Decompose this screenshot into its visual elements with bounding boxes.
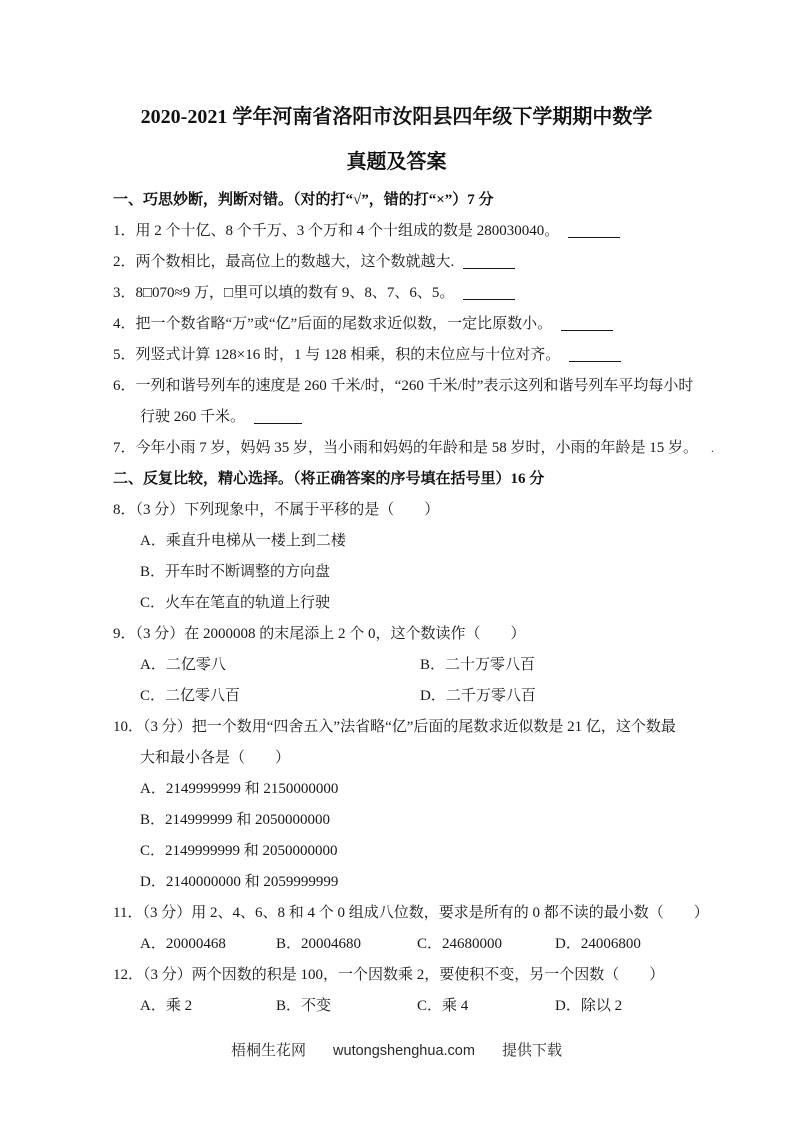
page-footer (0, 1036, 793, 1067)
question-10-option-d-text: D．2140000000 和 2059999999 (140, 874, 339, 890)
question-7-text: 7．今年小雨 7 岁，妈妈 35 岁，当小雨和妈妈的年龄和是 58 岁时，小雨的年龄是 15 岁。 (113, 440, 699, 456)
question-8-option-a-text: A．乘直升电梯从一楼上到二楼 (140, 533, 346, 549)
question-8-option-c-text: C．火车在笔直的轨道上行驶 (140, 595, 331, 611)
question-4-answer-blank (561, 327, 613, 331)
question-8-option-b (113, 557, 793, 588)
section-2-heading: 二、反复比较，精心选择。（将正确答案的序号填在括号里）16 分 (113, 471, 545, 487)
question-6-text-line-1: 6．一列和谐号列车的速度是 260 千米/时，“260 千米/时”表示这列和谐号列车平均每小时 (113, 378, 694, 394)
question-3 (113, 278, 793, 309)
question-11-option-a-text: A．20000468 (140, 936, 226, 952)
question-1-text: 1．用 2 个十亿、8 个千万、3 个万和 4 个十组成的数是 280030040。 (113, 223, 560, 239)
question-12-option-a-text: A．乘 2 (140, 998, 193, 1014)
question-2-answer-blank (463, 265, 515, 269)
question-1 (113, 216, 793, 247)
question-12-option-c-text: C．乘 4 (417, 998, 469, 1014)
question-8-stem (113, 495, 793, 526)
question-9-stem-text: 9．（3 分）在 2000008 的末尾添上 2 个 0，这个数读作（ ） (113, 626, 526, 642)
question-6-line-1 (113, 371, 793, 402)
question-8-option-a (113, 526, 793, 557)
question-9-options-row-2 (113, 681, 793, 712)
footer-site-name: 梧桐生花网 (231, 1043, 307, 1059)
question-10-stem-line-1 (113, 712, 793, 743)
question-5-answer-blank (569, 358, 621, 362)
question-10-option-c-text: C．2149999999 和 2050000000 (140, 843, 338, 859)
question-6-answer-blank (254, 420, 302, 424)
question-11-stem (113, 898, 793, 929)
question-10-stem-line-2 (113, 743, 793, 774)
question-4-text: 4．把一个数省略“万”或“亿”后面的尾数求近似数，一定比原数小。 (113, 316, 553, 332)
question-7 (113, 433, 793, 464)
question-12-stem-text: 12．（3 分）两个因数的积是 100，一个因数乘 2，要使积不变，另一个因数（ ） (113, 967, 665, 983)
question-9-stem (113, 619, 793, 650)
question-12-stem (113, 960, 793, 991)
title-line-1: 2020-2021 学年河南省洛阳市汝阳县四年级下学期期中数学 (140, 106, 653, 128)
question-8-option-b-text: B．开车时不断调整的方向盘 (140, 564, 331, 580)
question-1-answer-blank (568, 234, 620, 238)
question-12-option-b-text: B．不变 (276, 998, 332, 1014)
question-9-options-row-1 (113, 650, 793, 681)
question-10-option-b (113, 805, 793, 836)
question-3-text: 3．8□070≈9 万，□里可以填的数有 9、8、7、6、5。 (113, 285, 455, 301)
question-10-option-d (113, 867, 793, 898)
document-title (0, 95, 793, 185)
question-11-option-c-text: C．24680000 (417, 936, 503, 952)
question-9-option-d-text: D．二千万零八百 (420, 688, 536, 704)
footer-site-url: wutongshenghua.com (333, 1043, 475, 1059)
question-10-option-b-text: B．214999999 和 2050000000 (140, 812, 331, 828)
question-10-option-a (113, 774, 793, 805)
question-10-option-c (113, 836, 793, 867)
question-6-text-line-2: 行驶 260 千米。 (140, 409, 246, 425)
question-5-text: 5．列竖式计算 128×16 时，1 与 128 相乘，积的末位应与十位对齐。 (113, 347, 561, 363)
question-11-option-d-text: D．24006800 (555, 936, 641, 952)
question-11-stem-text: 11．（3 分）用 2、4、6、8 和 4 个 0 组成八位数，要求是所有的 0 都不读的最小数（ ） (113, 905, 709, 921)
question-2-text: 2．两个数相比，最高位上的数越大，这个数就越大. (113, 254, 455, 270)
question-4 (113, 309, 793, 340)
question-11-option-b-text: B．20004680 (276, 936, 362, 952)
question-11-options-row (113, 929, 793, 960)
question-10-option-a-text: A．2149999999 和 2150000000 (140, 781, 339, 797)
question-8-stem-text: 8．（3 分）下列现象中，不属于平移的是（ ） (113, 502, 440, 518)
question-9-option-a-text: A．二亿零八 (140, 657, 226, 673)
question-10-stem-text-line-2: 大和最小各是（ ） (140, 750, 291, 766)
question-10-stem-text-line-1: 10．（3 分）把一个数用“四舍五入”法省略“亿”后面的尾数求近似数是 21 亿，这个数最 (113, 719, 676, 735)
footer-download-text: 提供下载 (501, 1043, 562, 1059)
question-3-answer-blank (463, 296, 515, 300)
stray-dot-mark: . (711, 441, 715, 455)
question-12-options-row (113, 991, 793, 1022)
question-6-line-2 (113, 402, 793, 433)
question-8-option-c (113, 588, 793, 619)
question-5 (113, 340, 793, 371)
question-12-option-d-text: D．除以 2 (555, 998, 623, 1014)
section-1-heading: 一、巧思妙断，判断对错。（对的打“√”，错的打“×”）7 分 (113, 192, 494, 208)
question-9-option-b-text: B．二十万零八百 (420, 657, 536, 673)
question-9-option-c-text: C．二亿零八百 (140, 688, 241, 704)
question-2 (113, 247, 793, 278)
title-line-2: 真题及答案 (346, 151, 447, 173)
